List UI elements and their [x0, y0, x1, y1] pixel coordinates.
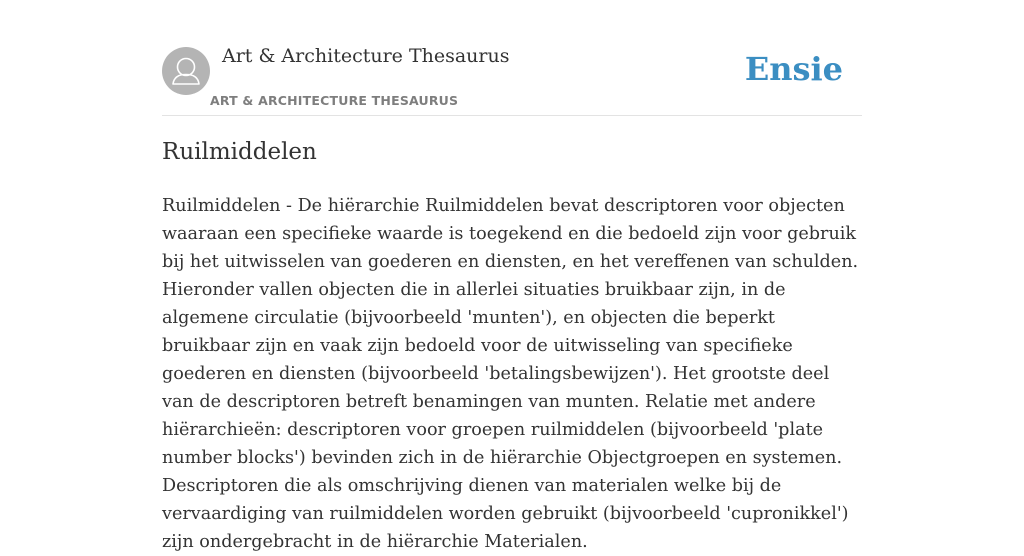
source-title[interactable]: Art & Architecture Thesaurus	[222, 45, 510, 67]
user-outline-icon	[162, 47, 210, 95]
entry-title: Ruilmiddelen	[162, 139, 317, 165]
source-subtitle[interactable]: ART & ARCHITECTURE THESAURUS	[210, 93, 459, 108]
avatar[interactable]	[162, 47, 210, 95]
entry-body: Ruilmiddelen - De hiërarchie Ruilmiddelen bevat descriptoren voor objecten waaraan een specifieke waarde is toegekend en die bedoeld zijn voor gebruik bij het uitwisselen van goederen en diensten, en het vereffenen van schulden. Hieronder vallen objecten die in allerlei situaties bruikbaar zijn, in de algemene circulatie (bijvoorbeeld 'munten'), en objecten die beperkt bruikbaar zijn en vaak zijn bedoeld voor de uitwisseling van specifieke goederen en diensten (bijvoorbeeld 'betalingsbewijzen'). Het grootste deel van de descriptoren betreft benamingen van munten. Relatie met andere hiërarchieën: descriptoren voor groepen ruilmiddelen (bijvoorbeeld 'plate number blocks') bevinden zich in de hiërarchie Objectgroepen en systemen. Descriptoren die als omschrijving dienen van materialen welke bij de vervaardiging van ruilmiddelen worden gebruikt (bijvoorbeeld 'cupronikkel') zijn ondergebracht in de hiërarchie Materialen.	[162, 196, 859, 552]
brand-logo[interactable]: Ensie	[744, 50, 843, 88]
header-divider	[162, 115, 862, 116]
